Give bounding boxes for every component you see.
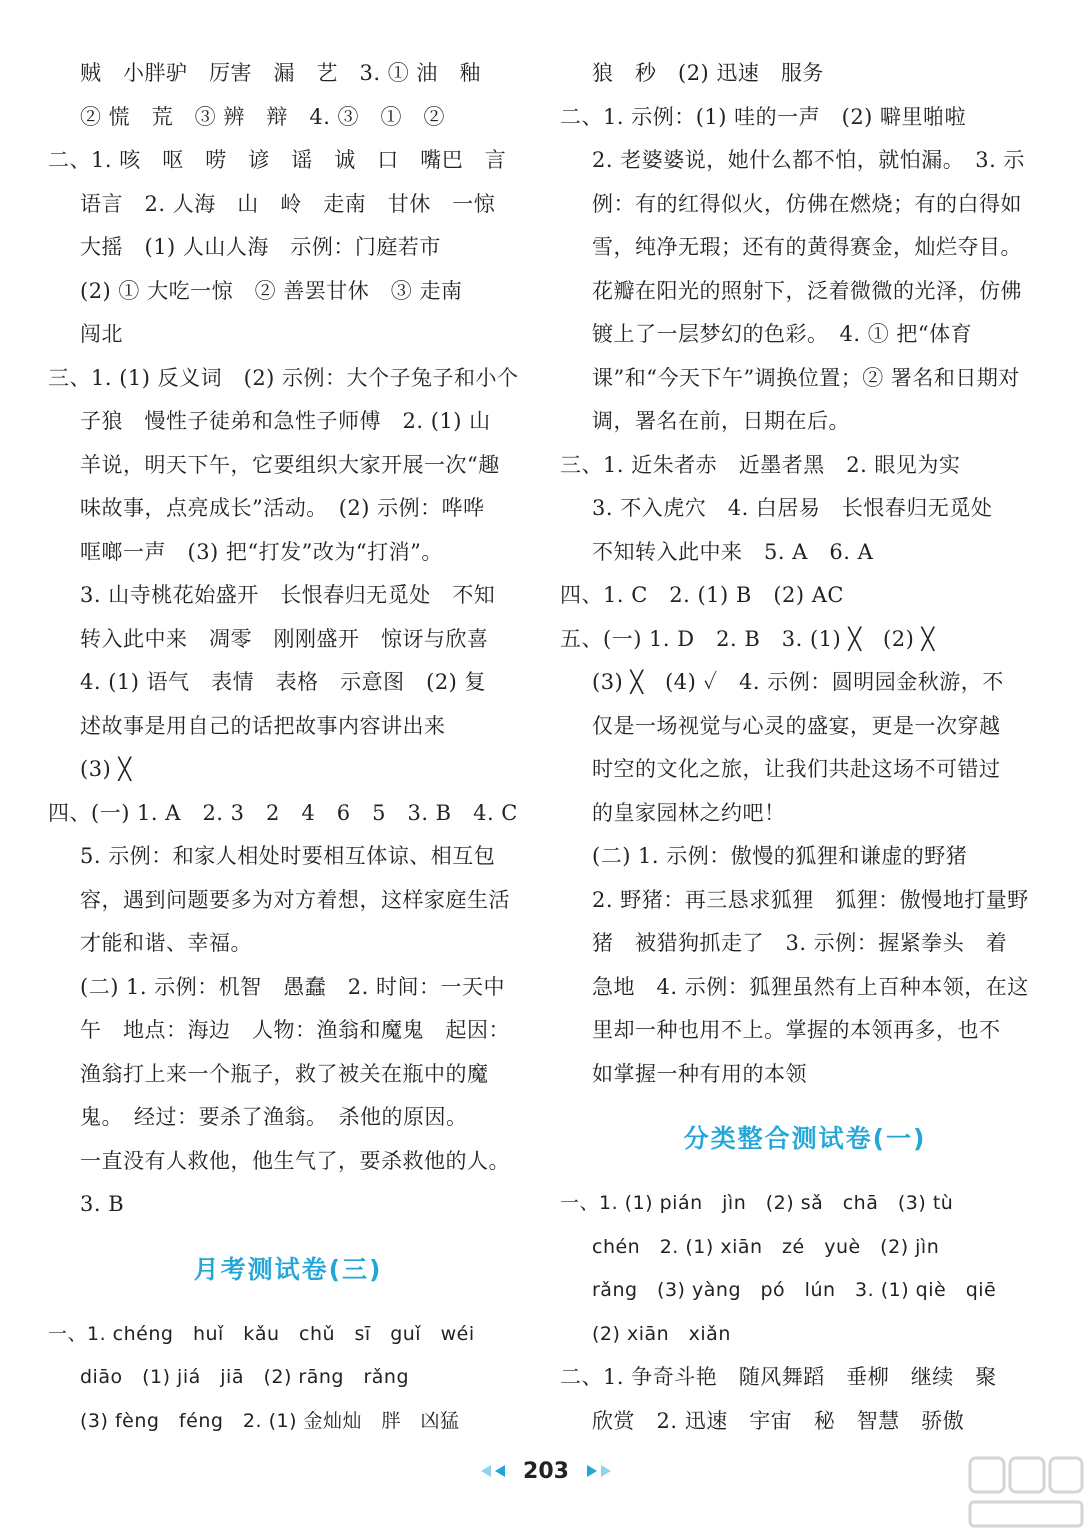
answer-line: 仅是一场视觉与心灵的盛宴，更是一次穿越	[592, 713, 1001, 738]
answer-line: 一、1. chéng huǐ kǎu chǔ sī guǐ wéi	[48, 1322, 475, 1345]
answer-line: 述故事是用自己的话把故事内容讲出来	[80, 713, 446, 738]
answer-line: 午 地点：海边 人物：渔翁和魔鬼 起因：	[80, 1018, 510, 1042]
answer-line: 3. B	[80, 1192, 125, 1216]
answer-line: (3) fèng féng 2. (1) 金灿灿 胖 凶猛	[80, 1409, 460, 1432]
page-footer	[0, 1458, 1092, 1484]
answer-line: 课”和“今天下午”调换位置；② 署名和日期对	[592, 365, 1020, 390]
answer-line: 一、1. (1) pián jìn (2) sǎ chā (3) tù	[560, 1192, 954, 1214]
answer-line: 容，遇到问题要多为对方着想，这样家庭生活	[80, 887, 510, 912]
answer-line: (2) ① 大吃一惊 ② 善罢甘休 ③ 走南	[80, 278, 463, 303]
arrow-right-icon	[587, 1465, 597, 1477]
answer-line: 哐啷一声 (3) 把“打发”改为“打消”。	[80, 539, 443, 564]
answer-line: 不知转入此中来 5. A 6. A	[592, 539, 874, 564]
answer-line: 闯北	[80, 322, 123, 346]
answer-line: 2. 老婆婆说，她什么都不怕，就怕漏。 3. 示	[592, 148, 1025, 172]
answer-line: 狼 秒 (2) 迅速 服务	[592, 61, 824, 85]
answer-line: 语言 2. 人海 山 岭 走南 甘休 一惊	[80, 191, 496, 216]
answer-line: 三、1. (1) 反义词 (2) 示例：大个子兔子和小个	[48, 365, 519, 390]
answer-line: (二) 1. 示例：机智 愚蠢 2. 时间：一天中	[80, 974, 505, 999]
answer-line: (3) ╳ (4) ✓ 4. 示例：圆明园金秋游，不	[592, 670, 1004, 694]
answer-line: (2) xiān xiǎn	[592, 1322, 731, 1345]
page-number: 203	[523, 1458, 569, 1484]
answer-line: 子狼 慢性子徒弟和急性子师傅 2. (1) 山	[80, 409, 491, 433]
arrow-right-icon	[601, 1465, 611, 1477]
section-heading: 月考测试卷(三)	[193, 1254, 383, 1284]
answer-line: 味故事，点亮成长”活动。 (2) 示例：哗哗	[80, 496, 485, 520]
answer-line: 欣赏 2. 迅速 宇宙 秘 智慧 骄傲	[592, 1408, 965, 1433]
answer-line: 急地 4. 示例：狐狸虽然有上百种本领，在这	[592, 974, 1029, 999]
answer-line: (二) 1. 示例：傲慢的狐狸和谦虚的野猪	[592, 844, 968, 868]
answer-line: 羊说，明天下午，它要组织大家开展一次“趣	[80, 452, 500, 477]
answer-line: 一直没有人救他，他生气了，要杀救他的人。	[80, 1148, 510, 1173]
answer-line: 鬼。 经过：要杀了渔翁。 杀他的原因。	[80, 1105, 468, 1129]
answer-line: 渔翁打上来一个瓶子，救了被关在瓶中的魔	[80, 1061, 489, 1086]
watermark-logo-icon	[966, 1452, 1086, 1532]
answer-line: 才能和谐、幸福。	[80, 931, 252, 955]
answer-line: chén 2. (1) xiān zé yuè (2) jìn	[592, 1235, 940, 1258]
arrow-left-icon	[481, 1465, 491, 1477]
answer-line: 二、1. 争奇斗艳 随风舞蹈 垂柳 继续 聚	[560, 1365, 997, 1389]
answer-line: 雪，纯净无瑕；还有的黄得赛金，灿烂夺目。	[592, 235, 1022, 259]
left-column	[48, 52, 528, 1443]
answer-line: 5. 示例：和家人相处时要相互体谅、相互包	[80, 844, 496, 868]
answer-line: 五、(一) 1. D 2. B 3. (1) ╳ (2) ╳	[560, 626, 935, 651]
answer-line: 猪 被猎狗抓走了 3. 示例：握紧拳头 着	[592, 931, 1008, 955]
answer-line: 的皇家园林之约吧！	[592, 800, 786, 825]
right-column	[560, 52, 1050, 1443]
answer-line: 二、1. 示例：(1) 哇的一声 (2) 噼里啪啦	[560, 104, 967, 129]
answer-line: 时空的文化之旅，让我们共赴这场不可错过	[592, 757, 1001, 781]
answer-line: ② 慌 荒 ③ 辨 辩 4. ③ ① ②	[80, 104, 446, 129]
answer-line: 调，署名在前，日期在后。	[592, 409, 850, 433]
answer-line: 例：有的红得似火，仿佛在燃烧；有的白得如	[592, 191, 1022, 216]
answer-line: 三、1. 近朱者赤 近墨者黑 2. 眼见为实	[560, 452, 961, 477]
answer-line: 贼 小胖驴 厉害 漏 艺 3. ① 油 釉	[80, 61, 481, 85]
arrow-left-icon	[495, 1465, 505, 1477]
answer-line: 镀上了一层梦幻的色彩。 4. ① 把“体育	[592, 322, 973, 346]
answer-line: 3. 不入虎穴 4. 白居易 长恨春归无觅处	[592, 496, 993, 520]
answer-line: rǎng (3) yàng pó lún 3. (1) qiè qiē	[592, 1279, 997, 1301]
answer-line: diāo (1) jiá jiā (2) rāng rǎng	[80, 1366, 410, 1388]
answer-line: 花瓣在阳光的照射下，泛着微微的光泽，仿佛	[592, 278, 1022, 303]
answer-line: 如掌握一种有用的本领	[592, 1061, 807, 1086]
answer-line: 4. (1) 语气 表情 表格 示意图 (2) 复	[80, 670, 487, 694]
section-heading: 分类整合测试卷(一)	[683, 1124, 927, 1153]
answer-line: 转入此中来 凋零 刚刚盛开 惊讶与欣喜	[80, 626, 489, 651]
answer-line: 二、1. 咳 呕 唠 谚 谣 诚 口 嘴巴 言	[48, 148, 507, 172]
answer-line: 四、(一) 1. A 2. 3 2 4 6 5 3. B 4. C	[48, 800, 518, 825]
answer-line: 3. 山寺桃花始盛开 长恨春归无觅处 不知	[80, 583, 496, 607]
answer-line: (3) ╳	[80, 757, 132, 781]
answer-line: 里却一种也用不上。掌握的本领再多，也不	[592, 1018, 1001, 1042]
answer-line: 2. 野猪：再三恳求狐狸 狐狸：傲慢地打量野	[592, 887, 1029, 912]
answer-line: 四、1. C 2. (1) B (2) AC	[560, 583, 844, 607]
answer-line: 大摇 (1) 人山人海 示例：门庭若市	[80, 235, 441, 259]
